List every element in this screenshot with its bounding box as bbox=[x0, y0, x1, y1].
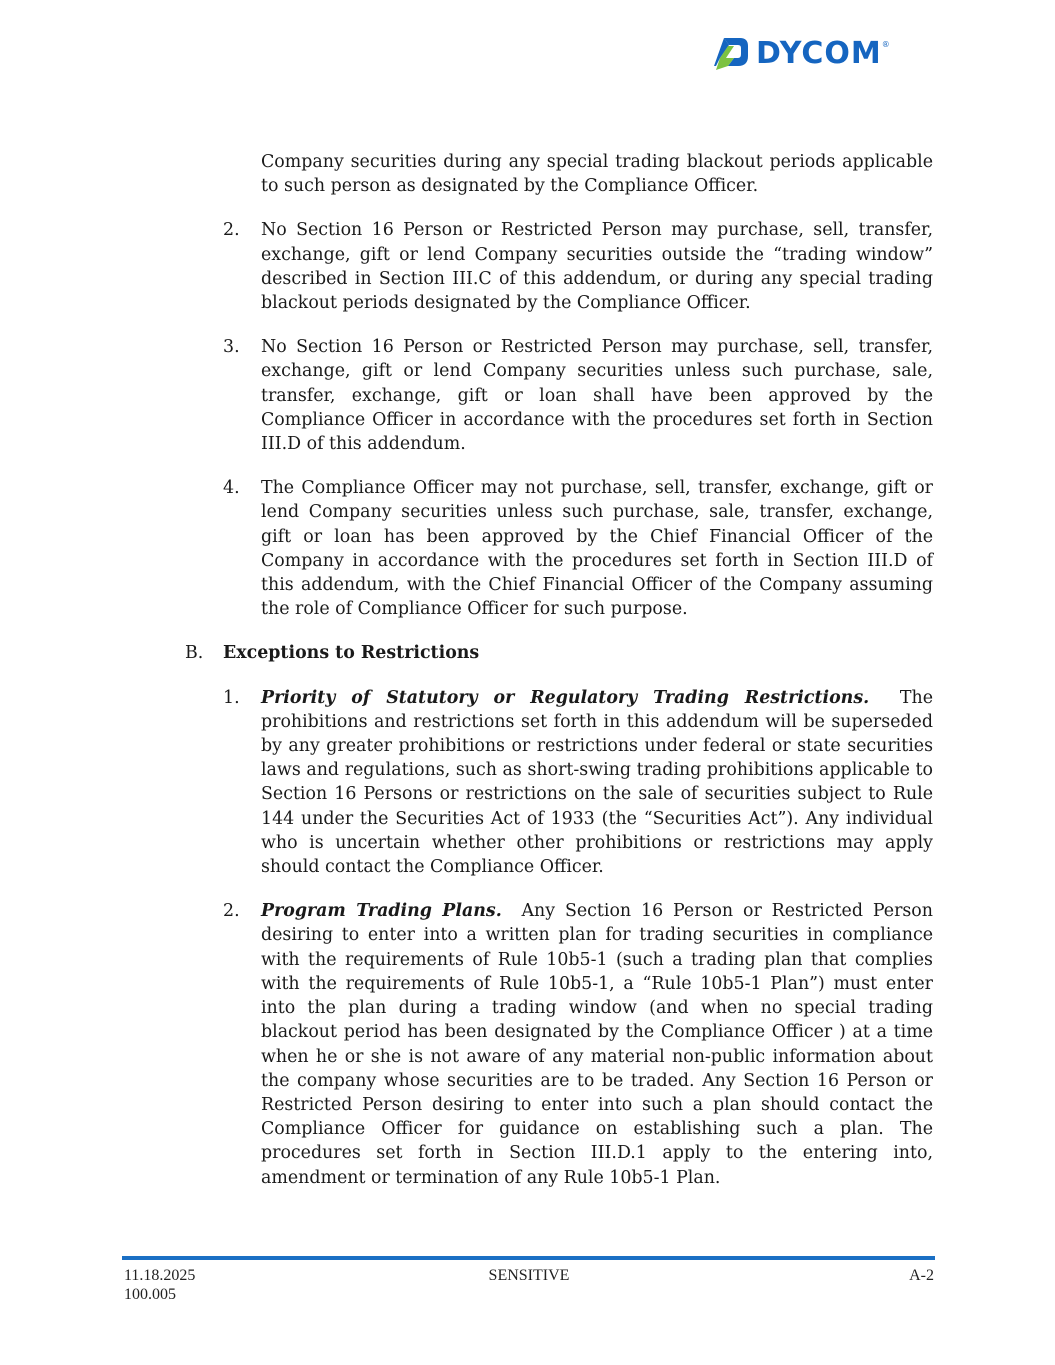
list-item-text: The prohibitions and restrictions set forth in this addendum will be superseded by any greater prohibitions or restrictions under federal or state securities laws and regulations, such as short-swing trading prohibitions applicable to Section 16 Persons or restrictions on the sale of securities subject to Rule 144 under the Securities Act of 1933 (the “Securities Act”). Any individual who is uncertain whether other prohibitions or restrictions may apply should contact the Compliance Officer. bbox=[261, 687, 933, 878]
list-item bbox=[185, 335, 933, 456]
list-item-number: 4. bbox=[223, 478, 240, 499]
section-title: Exceptions to Restrictions bbox=[223, 643, 480, 664]
list-item-number: 3. bbox=[223, 337, 240, 358]
logo-trademark: ® bbox=[881, 40, 890, 49]
list-item bbox=[185, 686, 933, 880]
list-item-number: 1. bbox=[223, 687, 240, 708]
footer-page-number: A-2 bbox=[909, 1267, 934, 1284]
list-item-text: No Section 16 Person or Restricted Person may purchase, sell, transfer, exchange, gift or lend Company securities outside the “trading window” described in Section III.C of this addendum, or during any special trading blackout periods designated by the Compliance Officer. bbox=[261, 220, 933, 314]
list-item bbox=[185, 218, 933, 315]
list-item-text: Any Section 16 Person or Restricted Person desiring to enter into a written plan for trading securities in compliance with the requirements of Rule 10b5-1 (such a trading plan that complies with the requirements of Rule 10b5-1, a “Rule 10b5-1 Plan”) must enter into the plan during a trading window (and when no special trading blackout period has been designated by the Compliance Officer ) at a time when he or she is not aware of any material non-public information about the company whose securities are to be traded. Any Section 16 Person or Restricted Person desiring to enter into such a plan should contact the Compliance Officer for guidance on establishing such a plan. The procedures set forth in Section III.D.1 apply to the entering into, amendment or termination of any Rule 10b5-1 Plan. bbox=[261, 901, 933, 1188]
list-item bbox=[185, 476, 933, 621]
section-heading bbox=[185, 641, 933, 665]
list-item-text: No Section 16 Person or Restricted Person may purchase, sell, transfer, exchange, gift or lend Company securities unless such purchase, sale, transfer, exchange, gift or loan shall have been approved by the Compliance Officer in accordance with the procedures set forth in Section III.D of this addendum. bbox=[261, 337, 933, 455]
dycom-mark-icon bbox=[714, 36, 750, 72]
footer-doc-number: 100.005 bbox=[124, 1286, 176, 1303]
dycom-logo bbox=[714, 36, 890, 72]
footer-divider bbox=[122, 1256, 935, 1260]
continuation-paragraph: Company securities during any special trading blackout periods applicable to such person as designated by the Compliance Officer. bbox=[261, 152, 933, 197]
list-item-lead: Priority of Statutory or Regulatory Trading Restrictions. bbox=[261, 687, 870, 708]
section-letter: B. bbox=[185, 643, 204, 664]
footer-classification: SENSITIVE bbox=[488, 1267, 570, 1284]
list-item-number: 2. bbox=[223, 901, 240, 922]
list-item-number: 2. bbox=[223, 220, 240, 241]
document-body bbox=[185, 150, 933, 1210]
logo-wordmark: DYCOM bbox=[756, 36, 882, 71]
list-item-text: The Compliance Officer may not purchase, sell, transfer, exchange, gift or lend Company securities unless such purchase, sale, transfer, exchange, gift or loan has been approved by the Chief Financial Officer of the Company in accordance with the procedures set forth in Section III.D of this addendum, with the Chief Financial Officer of the Company assuming the role of Compliance Officer for such purpose. bbox=[261, 478, 933, 620]
footer-date: 11.18.2025 bbox=[124, 1267, 196, 1284]
list-item bbox=[185, 899, 933, 1189]
list-item-lead: Program Trading Plans. bbox=[261, 901, 502, 922]
